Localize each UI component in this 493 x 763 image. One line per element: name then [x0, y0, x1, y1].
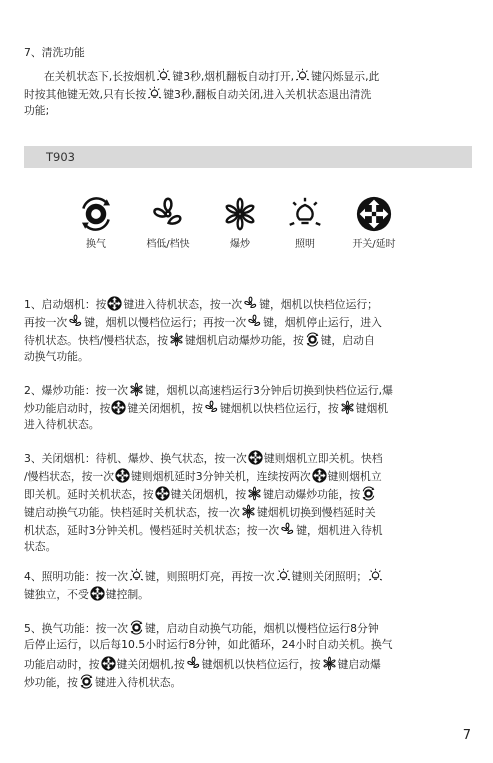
stir-fry-icon: [247, 486, 262, 501]
text-line: 机状态，延时3分钟关机。慢档延时关机状态；按一次 键，烟机进入待机: [24, 524, 383, 537]
light-icon: [276, 568, 291, 583]
ventilation-icon[interactable]: [78, 196, 114, 232]
text-line: 炒功能，按 键进入待机状态。: [24, 676, 182, 689]
text-line: 键独立，不受 键控制。: [24, 588, 149, 601]
fan-speed-icon: [186, 656, 201, 671]
ventilation-icon: [361, 486, 376, 501]
text-line: 功能;: [24, 104, 50, 117]
key-label-ventilation: 换气: [86, 239, 106, 250]
light-icon: [147, 86, 162, 101]
text-line: 时按其他键无效,只有长按 键3秒,翻板自动关闭,进入关机状态退出清洗: [24, 88, 372, 101]
page-number: 7: [462, 728, 471, 743]
fan-speed-icon: [68, 314, 83, 329]
power-timer-icon[interactable]: [356, 196, 392, 232]
stir-fry-icon: [241, 504, 256, 519]
text-line: 状态。: [24, 540, 57, 553]
stir-fry-icon[interactable]: [222, 196, 258, 232]
power-timer-icon: [111, 400, 126, 415]
text-line: 后停止运行，以后每10.5小时运行8分钟，如此循环，24小时自动关机。换气: [24, 638, 393, 651]
light-icon[interactable]: [287, 196, 323, 232]
fan-speed-icon: [280, 522, 295, 537]
text-line: 再按一次 键，烟机以慢档位运行；再按一次 键，烟机停止运行，进入: [24, 316, 382, 329]
power-timer-icon: [107, 296, 122, 311]
light-icon: [295, 68, 310, 83]
model-name: T903: [46, 150, 75, 164]
text-line: 3、关闭烟机：待机、爆炒、换气状态，按一次 键则烟机立即关机。快档: [24, 452, 383, 465]
text-line: 键启动换气功能。快档延时关机状态，按一次 键烟机切换到慢档延时关: [24, 506, 376, 519]
text-line: 炒功能启动时，按 键关闭烟机，按 键烟机以快档位运行，按 键烟机: [24, 402, 389, 415]
stir-fry-icon: [129, 382, 144, 397]
key-label-power: 开关/延时: [352, 239, 396, 250]
fan-speed-icon: [247, 314, 262, 329]
text-line: 进入待机状态。: [24, 418, 100, 431]
power-timer-icon: [248, 450, 263, 465]
model-label-bar: [24, 146, 472, 168]
text-line: 在关机状态下,长按烟机 键3秒,烟机翻板自动打开, 键闪烁显示,此: [44, 70, 380, 83]
ventilation-icon: [305, 332, 320, 347]
text-line: 4、照明功能：按一次 键，则照明灯亮，再按一次 键则关闭照明；: [24, 568, 384, 584]
key-label-fan-speed: 档低/档快: [146, 239, 190, 250]
power-timer-icon: [90, 586, 105, 601]
fan-speed-icon: [243, 296, 258, 311]
fan-speed-icon[interactable]: [150, 196, 186, 232]
fan-speed-icon: [204, 400, 219, 415]
text-line: 2、爆炒功能：按一次 键，烟机以高速档运行3分钟后切换到快档位运行,爆: [24, 384, 393, 397]
light-icon: [129, 568, 144, 583]
text-line: 功能启动时，按 键关闭烟机,按 键烟机以快档位运行，按 键启动爆: [24, 658, 381, 671]
key-label-stir-fry: 爆炒: [230, 239, 250, 250]
text-line: 待机状态。快档/慢档状态，按 键烟机启动爆炒功能，按 键，启动自: [24, 334, 375, 347]
text-line: 5、换气功能：按一次 键，启动自动换气功能，烟机以慢档位运行8分钟: [24, 622, 379, 635]
key-label-light: 照明: [295, 239, 315, 250]
light-icon: [368, 568, 383, 583]
power-timer-icon: [115, 468, 130, 483]
section-title: 7、清洗功能: [24, 46, 85, 59]
power-timer-icon: [101, 656, 116, 671]
stir-fry-icon: [322, 656, 337, 671]
text-line: /慢档状态，按一次 键则烟机延时3分钟关机，连续按两次 键则烟机立: [24, 470, 382, 483]
text-line: 动换气功能。: [24, 350, 89, 363]
text-line: 1、启动烟机：按 键进入待机状态，按一次 键，烟机以快档位运行；: [24, 298, 378, 311]
text-line: 即关机。延时关机状态，按 键关闭烟机，按 键启动爆炒功能，按: [24, 486, 377, 502]
stir-fry-icon: [340, 400, 355, 415]
ventilation-icon: [79, 674, 94, 689]
power-timer-icon: [155, 486, 170, 501]
stir-fry-icon: [169, 332, 184, 347]
power-timer-icon: [312, 468, 327, 483]
ventilation-icon: [129, 620, 144, 635]
light-icon: [156, 68, 171, 83]
